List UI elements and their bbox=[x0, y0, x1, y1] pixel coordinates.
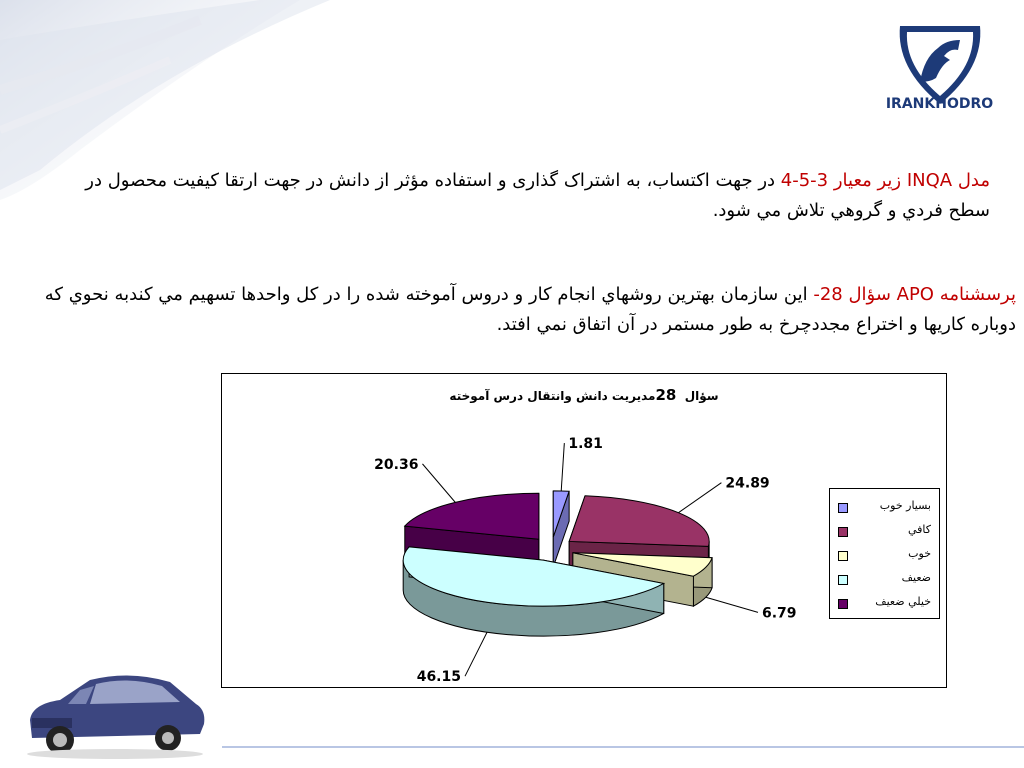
pie-leader-line-2 bbox=[706, 597, 758, 612]
car-image bbox=[20, 660, 210, 760]
para2-rest: اين سازمان بهترين روشهاي انجام کار و دروس آموخته شده را در کل واحدها تسهيم مي کندبه نحوي که دوباره کاريها و اختراع مجددچرخ به طور مستمر در آن اتفاق نمي افتد. bbox=[44, 284, 1016, 335]
chart-legend bbox=[829, 488, 940, 619]
irankhodro-logo bbox=[880, 18, 1000, 130]
pie-chart-panel bbox=[221, 373, 947, 688]
paragraph-apo bbox=[6, 280, 1016, 340]
legend-label: خوب bbox=[908, 547, 931, 560]
para1-middle: زیر معیار bbox=[828, 170, 907, 191]
para1-rest: در جهت اکتساب، به اشتراک گذاری و استفاده مؤثر از دانش در جهت ارتقا کيفيت محصول در سطح فردي و گروهي تلاش مي شود. bbox=[85, 170, 990, 221]
pie-value-label-3: 46.15 bbox=[416, 669, 462, 686]
para2-title: پرسشنامه APO سؤال 28- bbox=[813, 284, 1016, 305]
legend-label: خيلي ضعيف bbox=[875, 595, 931, 608]
legend-item bbox=[830, 521, 939, 541]
pie-slice-1 bbox=[569, 496, 709, 547]
pie-leader-line-1 bbox=[678, 483, 721, 513]
paragraph-inqa bbox=[60, 166, 990, 226]
legend-swatch bbox=[838, 527, 848, 537]
legend-item bbox=[830, 545, 939, 565]
legend-swatch bbox=[838, 599, 848, 609]
legend-label: بسيار خوب bbox=[879, 499, 931, 512]
para1-criterion: 3-5-4 bbox=[780, 170, 829, 191]
pie-value-label-2: 6.79 bbox=[761, 605, 797, 622]
legend-swatch bbox=[838, 575, 848, 585]
footer-divider bbox=[222, 746, 1024, 748]
legend-swatch bbox=[838, 503, 848, 513]
pie-leader-line-0 bbox=[561, 443, 564, 491]
pie-leader-line-3 bbox=[465, 632, 487, 676]
pie-value-label-0: 1.81 bbox=[568, 436, 603, 453]
pie-value-label-4: 20.36 bbox=[374, 456, 419, 473]
legend-item bbox=[830, 569, 939, 589]
legend-label: ضعيف bbox=[901, 571, 931, 584]
pie-leader-line-4 bbox=[422, 464, 455, 503]
chart-title-text: مديريت دانش وانتقال درس آموخته bbox=[449, 389, 656, 403]
chart-title-prefix: سؤال bbox=[684, 389, 719, 403]
logo-text: IRANKHODRO bbox=[885, 96, 994, 112]
chart-title-number: 28 bbox=[655, 386, 677, 404]
para1-code: INQA bbox=[906, 170, 953, 191]
para1-prefix: مدل bbox=[952, 170, 990, 191]
pie-value-label-1: 24.89 bbox=[725, 475, 770, 492]
legend-item bbox=[830, 593, 939, 613]
legend-label: كافي bbox=[907, 523, 931, 536]
legend-swatch bbox=[838, 551, 848, 561]
legend-item bbox=[830, 497, 939, 517]
